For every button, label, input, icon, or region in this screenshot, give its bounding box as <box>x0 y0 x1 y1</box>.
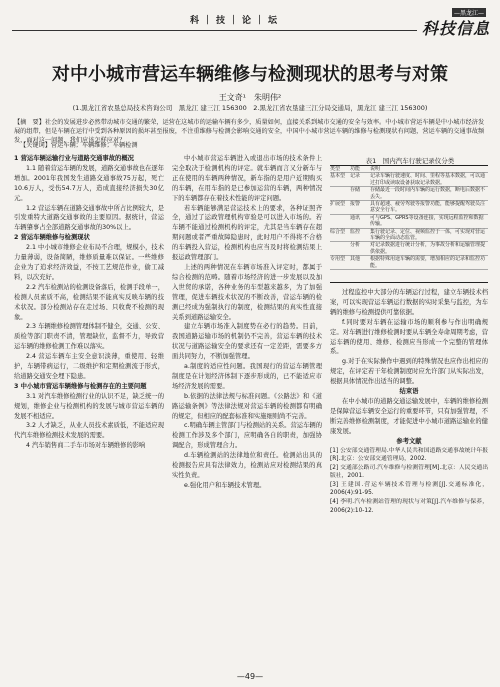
column-middle <box>172 154 322 491</box>
table-cell: 其他 <box>350 256 361 263</box>
table-row <box>330 187 488 201</box>
logo-tag: —黑龙江— <box>453 10 484 17</box>
column-left <box>14 154 164 451</box>
table-cell: 报警 <box>350 201 361 208</box>
table-cell: 集行驶记录、定位、视频监控于一体，可实现对营运车辆的全面动态监管。 <box>370 228 486 242</box>
table-cell: 记录车辆行驶速度、时间、里程等基本数据，可以通过打印或读取设备获取记录数据。 <box>370 173 486 186</box>
page-number: —49— <box>236 672 264 681</box>
table-cell: 综合型 <box>330 228 346 235</box>
page-header <box>0 8 500 38</box>
paragraph: a.制度的适应性问题。我国现行的营运车辆管理制度是在计划经济体制下逐步形成的，已不能适应市场经济发展的需要。 <box>172 363 322 390</box>
section-heading: 2 营运车辆维修与检测现状 <box>14 234 90 242</box>
table-cell: 对记录数据进行统计分析，为事故分析和运输管理提供依据。 <box>370 242 486 255</box>
paragraph: 1.1 随着营运车辆的发展，道路交通事故也在逐年增加。2001年我国发生道路交通事故75万起，死亡10.6万人，受伤54.7万人，造成直接经济损失30亿元。 <box>14 164 164 202</box>
table-row <box>330 201 488 215</box>
paragraph: 在中小城市的道路交通运输发展中，车辆的维修检测是保障营运车辆安全运行的重要环节，只有加强管理，不断完善维修检测制度，才能促进中小城市道路运输业的健康发展。 <box>330 397 488 435</box>
table-cell: 功能 <box>350 166 361 172</box>
logo-main: 科技信息 <box>422 19 491 38</box>
table-cell: 具有超速、疲劳驾驶等报警功能，能够提醒驾驶员注意安全行车。 <box>370 201 486 214</box>
table-cell: 分析 <box>350 242 361 249</box>
keywords: 【关键词】营运车辆；车辆维修；车辆检测 <box>20 142 138 149</box>
table-cell: 根据特殊用途车辆的需要，增加相应的记录和监控功能。 <box>370 256 486 269</box>
journal-logo <box>420 8 490 36</box>
reference-item: [4] 李明.汽车检测站管理的现状与对策[J].汽车维修与保养，2006(2):10-12. <box>330 499 488 514</box>
table-cell: 监控 <box>350 228 361 235</box>
table-row <box>330 215 488 229</box>
reference-item: [3] 王建国.营运车辆技术管理与检测[J].交通标准化，2006(4):91-95. <box>330 481 488 497</box>
article-authors: 王文奇¹ 朱明伟² <box>218 93 282 102</box>
table-row <box>330 256 488 270</box>
paragraph: 4 汽车销售商二手车市场对车辆维修的影响 <box>26 442 146 450</box>
reference-item: [1] 公安部交通管理局.中华人民共和国道路交通事故统计年报[R].北京：公安部交通管理局，2002. <box>330 447 488 463</box>
table-row <box>330 173 488 187</box>
table-cell: 专用型 <box>330 256 346 263</box>
table-cell <box>330 187 350 200</box>
table-cell <box>330 215 350 228</box>
references <box>330 447 488 516</box>
paragraph: 3.2 人才缺乏，从业人员技术素质低，不能适应现代汽车维修检测技术发展的需要。 <box>14 422 164 440</box>
table-title: 表1 国内汽车行驶记录仪分类 <box>365 157 455 165</box>
section-heading: 3 中小城市营运车辆维修与检测存在的主要问题 <box>14 382 147 390</box>
table-row <box>330 229 488 243</box>
paragraph: g.对于在实际操作中遇到的特殊情况也应作出相应的规定，在评定若干年检测制度时应允许部门从实际出发，根据具体情况作出适当的调整。 <box>330 358 488 386</box>
table-cell: 存储最近一段时间内车辆的运行数据，断电后数据不丢失。 <box>370 187 486 200</box>
paragraph: 建立车辆市场准入制度势在必行的趋势。目前，我国道路运输市场的机制仍不完善，营运车辆的技术状况与道路运输安全的要求还有一定差距，需要多方面共同努力，不断加强管理。 <box>172 323 322 361</box>
paragraph: 2.3 车辆维修检测管理体制不健全，交通、公安、质检等部门职责不清，管理缺位，监督不力，导致营运车辆的维修检测工作难以落实。 <box>14 323 164 351</box>
header-rule <box>12 30 417 31</box>
paragraph: f.同时要对车辆在运输市场的顺利参与作出明确规定。对车辆进行维修检测时要从车辆全寿命周期考虑，营运车辆的使用、维修、检测应当形成一个完整的管理体系。 <box>330 318 488 356</box>
data-table <box>330 165 488 283</box>
paragraph: 2.1 中小城市维修企业布局不合理，规模小，技术力量薄弱，设备简陋，维修质量难以保证。一些维修企业为了追求经济效益，不按工艺规范作业，偷工减料，以次充好。 <box>14 244 164 281</box>
section-heading: 结束语 <box>399 388 419 396</box>
table-cell: 扩展型 <box>330 201 346 208</box>
table-cell: 通讯 <box>350 214 361 221</box>
table-cell: 类型 <box>330 166 341 172</box>
abstract: 【摘 要】社会的发展进步必然带动城市交通的繁荣，运营在这城市的运输车辆有多少，质量如何，直接关系到城市交通的安全与效率。中小城市营运车辆是中小城市经济发展的组带，但是车辆在运行中受到各种原因的损坏甚至报废，不注重维修与检测会影响交通的安全，中国中小城市营运车辆的维修与检测现状有问题，营运车辆的交通事故频发，面对这一问题，我们应该怎样应对？ <box>14 119 485 144</box>
paragraph: d.车辆检测站的法律地位和责任。检测站出具的检测报告应具有法律效力，检测站应对检测结果的真实性负责。 <box>172 452 322 479</box>
table-cell: 存储 <box>350 187 361 194</box>
section-heading: 参考文献 <box>396 437 422 445</box>
author-affiliation: (1.黑龙江省农垦总局技术咨询公司 黑龙江 建三江 156300 2.黑龙江省农垦建三江分局交通局，黑龙江 建三江 156300) <box>72 104 428 112</box>
section-label: 科｜技｜论｜坛 <box>190 16 282 26</box>
section-heading: 1 营运车辆运输行业与道路交通事故的概况 <box>14 155 134 162</box>
column-right <box>330 288 488 515</box>
paragraph: 中小城市营运车辆进入或退出市场的技术条件上完全取决于检测机构的评定。就车辆而言又分新车与正在使用的车辆两种情况，新车指的是用户近期购买的车辆，在用车指的是已参加运营的车辆，两种情况下的车辆都存在着技术性能的评定问题。 <box>172 155 322 202</box>
table-cell: 说明 <box>370 166 381 172</box>
paragraph: 上述的两种情况在车辆市场准入评定时，都属于综合检测的范畴。随着市场经济的进一步发展以及加入世贸的承诺，各种业务的车型越来越多，为了加强管理，促进车辆技术状况的不断改善，营运车辆的检测已经成为强制执行的制度，检测结果的真实性直接关系到道路运输安全。 <box>172 263 322 321</box>
table-cell: 可与GPS、GPRS等设备连接，实现远程监控和数据传输。 <box>370 214 484 228</box>
paragraph: 2.2 汽车检测站的检测设备落后，检测手段单一，检测人员素质不高，检测结果不能真实反映车辆的技术状况。部分检测站存在走过场、只收费不检测的现象。 <box>14 283 164 321</box>
table-row <box>330 242 488 256</box>
paragraph: 若车辆能够满足营运技术上的要求，各种证照齐全，通过了运政管理机构审验是可以进入市场的。若车辆不能通过检测机构的评定，尤其是当车辆存在超期问题或者严重故障隐患时，此时用户不得将不合格的车辆投入营运，检测机构也应当及时将检测结果上报运政管理部门。 <box>172 204 322 262</box>
article-title: 对中小城市营运车辆维修与检测现状的思考与对策 <box>52 64 448 85</box>
paragraph: c.明确车辆主管部门与检测站的关系。营运车辆的检测工作涉及多个部门，应明确各自的职责，加强协调配合，形成管理合力。 <box>172 422 322 450</box>
paragraph: b.依据的法律法规与标准问题。《公路法》和《道路运输条例》等法律法规对营运车辆的检测都有明确的规定，但相应的配套标准和实施细则尚不完善。 <box>172 392 322 420</box>
paragraph: 1.2 营运车辆在道路交通事故中所占比例较大，是引发重特大道路交通事故的主要原因。据统计，营运车辆肇事占全部道路交通事故的30%以上。 <box>14 204 164 232</box>
paragraph: e.强化用户和车辆技术管理。 <box>184 481 266 489</box>
paragraph: 2.4 营运车辆车主安全意识淡薄，重使用、轻维护，车辆带病运行，二级维护和定期检测流于形式，给道路交通安全埋下隐患。 <box>14 353 164 380</box>
reference-item: [2] 交通部公路司.汽车维修与检测管理[M].北京：人民交通出版社，2001. <box>330 464 488 480</box>
table-cell <box>330 242 350 255</box>
table-cell: 记录 <box>350 173 361 180</box>
paragraph: 3.1 对汽车维修检测行业的认识不足，缺乏统一的规划，维修企业与检测机构的发展与城市营运车辆的发展不相适应。 <box>14 392 164 420</box>
table-cell: 基本型 <box>330 173 346 180</box>
paragraph: 过程监控中大部分的车辆运行过程，建立车辆技术档案，可以实现营运车辆运行数据的实时采集与监控，为车辆的维修与检测提供可靠依据。 <box>330 289 488 316</box>
